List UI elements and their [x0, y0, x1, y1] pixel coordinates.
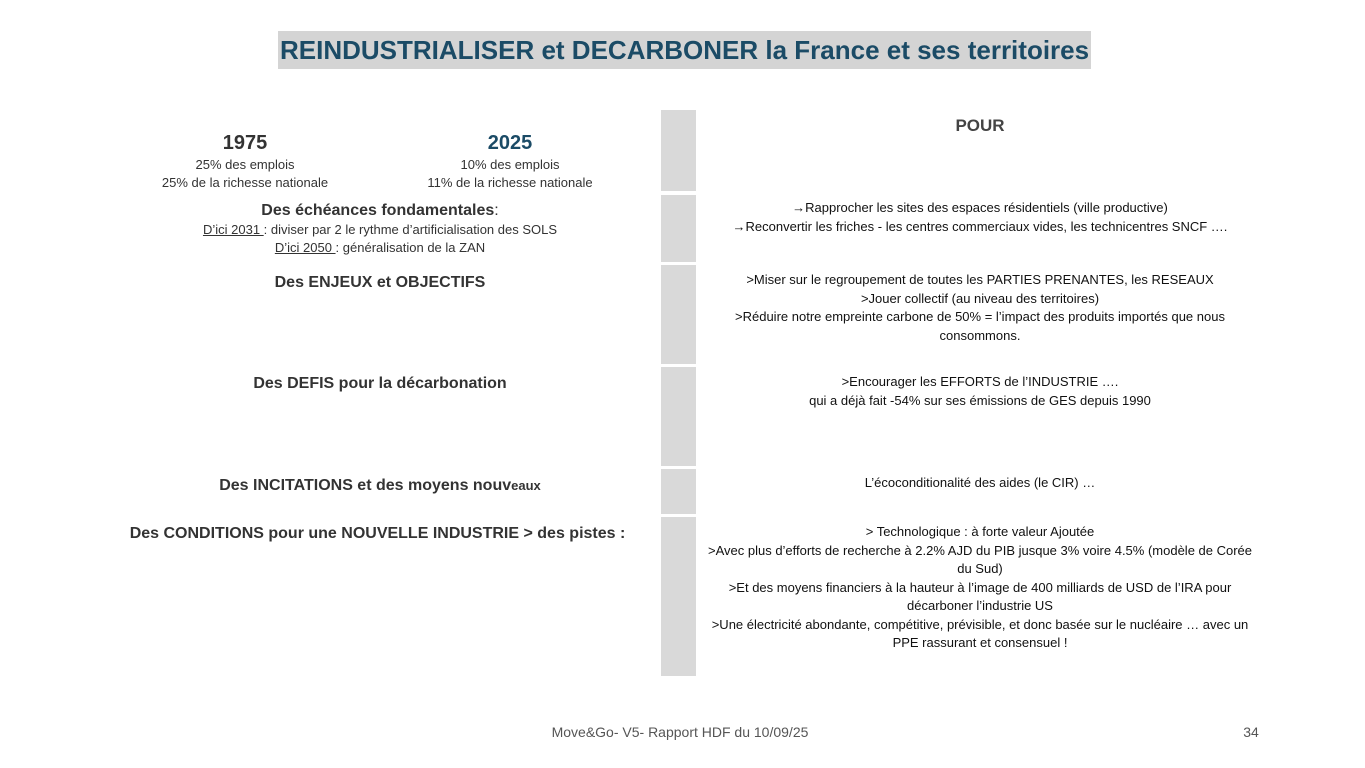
year-2025: 2025 [487, 132, 533, 154]
pour-echeances [700, 199, 1260, 236]
pour-incitations [700, 474, 1260, 493]
enjeux-heading: Des ENJEUX et OBJECTIFS [274, 274, 486, 291]
stat-emplois-2025: 10% des emplois [460, 157, 560, 172]
year-1975: 1975 [222, 132, 268, 154]
pour-item: L’écoconditionalité des aides (le CIR) … [864, 475, 1096, 490]
pour-item: qui a déjà fait -54% sur ses émissions de GES depuis 1990 [809, 392, 1151, 408]
footer-text: Move&Go- V5- Rapport HDF du 10/09/25 [551, 724, 809, 740]
separator-block [661, 195, 696, 262]
year-1975-block [140, 130, 350, 192]
stat-richesse-2025: 11% de la richesse nationale [427, 175, 593, 190]
pour-item: >Miser sur le regroupement de toutes les PARTIES PRENANTES, les RESEAUX [746, 272, 1214, 287]
pour-item: >Une électricité abondante, compétitive, prévisible, et donc basée sur le nucléaire … avec un PPE rassurant et consensuel ! [711, 616, 1249, 650]
echeance-2050 [140, 239, 620, 257]
pour-item: >Jouer collectif (au niveau des territoires) [860, 290, 1100, 306]
stat-richesse-1975: 25% de la richesse nationale [161, 175, 329, 190]
pour-conditions [700, 523, 1260, 653]
pour-item: >Avec plus d’efforts de recherche à 2.2% AJD du PIB jusque 3% voire 4.5% (modèle de Corée du Sud) [707, 542, 1253, 576]
echeance-2050-date: D’ici 2050 [274, 240, 336, 255]
separator-block [661, 517, 696, 676]
separator-block [661, 367, 696, 466]
year-2025-block [405, 130, 615, 192]
pour-item: →Rapprocher les sites des espaces résidentiels (ville productive) [792, 200, 1168, 215]
pour-heading: POUR [955, 116, 1005, 135]
echeances-colon: : [494, 202, 499, 219]
pour-item: →Reconvertir les friches - les centres commerciaux vides, les technicentres SNCF …. [732, 218, 1228, 234]
incitations-heading [140, 476, 620, 496]
echeance-2031 [140, 221, 620, 239]
pour-item: > Technologique : à forte valeur Ajoutée [865, 524, 1095, 539]
page-title: REINDUSTRIALISER et DECARBONER la France et ses territoires [278, 31, 1091, 69]
pour-defis [700, 373, 1260, 410]
pour-enjeux [700, 271, 1260, 345]
echeances-block [140, 201, 620, 257]
pour-item: >Réduire notre empreinte carbone de 50% = l’impact des produits importés que nous consommons. [735, 309, 1225, 343]
echeances-heading-text: Des échéances fondamentales [261, 202, 495, 219]
separator-block [661, 110, 696, 191]
separator-block [661, 265, 696, 364]
echeance-2031-text: : diviser par 2 le rythme d’artificialisation des SOLS [263, 222, 558, 237]
page-number: 34 [1243, 724, 1259, 740]
pour-item: >Et des moyens financiers à la hauteur à l’image de 400 milliards de USD de l’IRA pour décarboner l’industrie US [728, 579, 1232, 613]
incitations-heading-small: eaux [511, 478, 541, 493]
stat-emplois-1975: 25% des emplois [195, 157, 295, 172]
pour-item: >Encourager les EFFORTS de l’INDUSTRIE …. [841, 374, 1119, 389]
incitations-heading-main: Des INCITATIONS et des moyens nouv [219, 477, 512, 494]
conditions-heading: Des CONDITIONS pour une NOUVELLE INDUSTRIE > des pistes : [129, 525, 626, 542]
echeance-2050-text: : généralisation de la ZAN [335, 240, 486, 255]
separator-block [661, 469, 696, 514]
defis-heading: Des DEFIS pour la décarbonation [253, 375, 507, 392]
echeance-2031-date: D’ici 2031 [202, 222, 264, 237]
echeances-heading [140, 201, 620, 221]
